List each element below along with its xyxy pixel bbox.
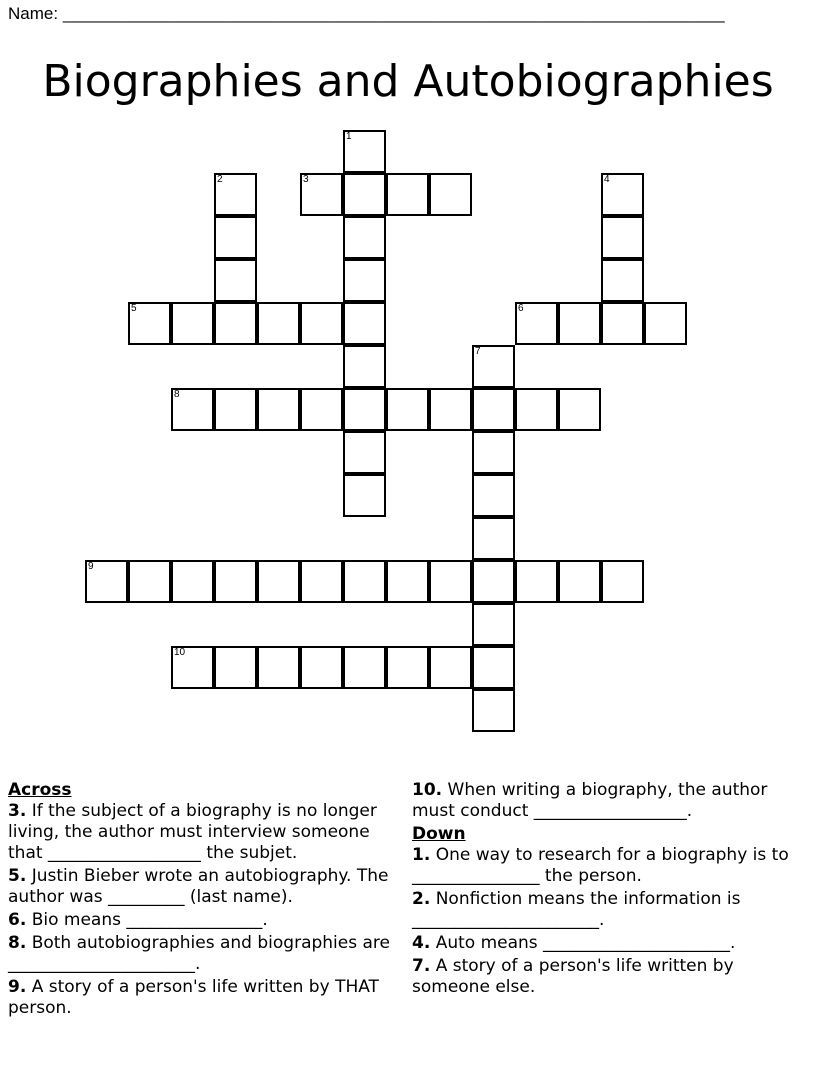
crossword-cell[interactable] (472, 560, 515, 603)
clue-number: 10. (412, 780, 443, 800)
crossword-cell[interactable] (343, 431, 386, 474)
crossword-cell[interactable] (386, 388, 429, 431)
clue-number: 4. (412, 933, 431, 953)
crossword-cell[interactable] (472, 431, 515, 474)
crossword-cell[interactable] (171, 388, 214, 431)
crossword-cell[interactable] (601, 173, 644, 216)
clue-text: One way to research for a biography is to _______________ the person. (412, 845, 789, 886)
crossword-cell[interactable] (558, 302, 601, 345)
clue-text: If the subject of a biography is no longer living, the author must interview someone that __________________ the subjet. (8, 801, 377, 863)
crossword-cell[interactable] (429, 388, 472, 431)
clue-number: 2. (412, 889, 431, 909)
crossword-cell[interactable] (343, 345, 386, 388)
clues-left-column (8, 780, 403, 1021)
crossword-cell[interactable] (171, 646, 214, 689)
crossword-cell[interactable] (171, 302, 214, 345)
clue-number: 5. (8, 866, 27, 886)
cell-number: 3 (303, 174, 309, 185)
crossword-cell[interactable] (343, 130, 386, 173)
cell-number: 4 (604, 174, 610, 185)
across-clue-3 (8, 801, 403, 864)
page-title: Biographies and Autobiographies (42, 56, 774, 107)
clue-text: Auto means ______________________. (435, 933, 736, 953)
crossword-cell[interactable] (128, 302, 171, 345)
crossword-cell[interactable] (472, 646, 515, 689)
clue-number: 6. (8, 910, 27, 930)
crossword-cell[interactable] (515, 388, 558, 431)
crossword-cell[interactable] (343, 646, 386, 689)
crossword-cell[interactable] (472, 603, 515, 646)
name-label: Name: (8, 4, 59, 23)
crossword-cell[interactable] (300, 173, 343, 216)
crossword-cell[interactable] (300, 560, 343, 603)
across-clue-8 (8, 933, 403, 975)
crossword-cell[interactable] (257, 302, 300, 345)
across-heading: Across (8, 780, 72, 800)
across-clue-9 (8, 977, 403, 1019)
clue-number: 1. (412, 845, 431, 865)
cell-number: 6 (518, 303, 524, 314)
clue-number: 8. (8, 933, 27, 953)
down-clue-4 (412, 933, 812, 954)
crossword-cell[interactable] (429, 173, 472, 216)
cell-number: 2 (217, 174, 223, 185)
crossword-cell[interactable] (644, 302, 687, 345)
crossword-cell[interactable] (472, 517, 515, 560)
across-clue-5 (8, 866, 403, 908)
across-clue-6 (8, 910, 403, 931)
cell-number: 7 (475, 346, 481, 357)
crossword-cell[interactable] (343, 216, 386, 259)
crossword-cell[interactable] (472, 388, 515, 431)
down-clue-1 (412, 845, 812, 887)
crossword-cell[interactable] (257, 388, 300, 431)
crossword-cell[interactable] (472, 689, 515, 732)
crossword-cell[interactable] (343, 560, 386, 603)
down-clue-7 (412, 956, 812, 998)
cell-number: 1 (346, 131, 352, 142)
crossword-cell[interactable] (429, 560, 472, 603)
clue-text: A story of a person's life written by THAT person. (8, 977, 379, 1018)
crossword-cell[interactable] (343, 388, 386, 431)
crossword-cell[interactable] (214, 560, 257, 603)
across-clue-10 (412, 780, 812, 822)
crossword-cell[interactable] (515, 560, 558, 603)
crossword-cell[interactable] (343, 173, 386, 216)
clue-text: Bio means ________________. (31, 910, 268, 930)
clue-text: When writing a biography, the author must conduct __________________. (412, 780, 768, 821)
crossword-cell[interactable] (472, 345, 515, 388)
crossword-cell[interactable] (343, 474, 386, 517)
clue-text: Justin Bieber wrote an autobiography. The author was _________ (last name). (8, 866, 389, 907)
crossword-cell[interactable] (386, 646, 429, 689)
crossword-cell[interactable] (472, 474, 515, 517)
crossword-cell[interactable] (343, 259, 386, 302)
down-clue-2 (412, 889, 812, 931)
crossword-cell[interactable] (128, 560, 171, 603)
crossword-cell[interactable] (300, 646, 343, 689)
crossword-cell[interactable] (558, 560, 601, 603)
crossword-cell[interactable] (515, 302, 558, 345)
crossword-cell[interactable] (214, 646, 257, 689)
crossword-cell[interactable] (214, 216, 257, 259)
clue-text: Nonfiction means the information is ______________________. (412, 889, 741, 930)
crossword-cell[interactable] (343, 302, 386, 345)
crossword-cell[interactable] (558, 388, 601, 431)
crossword-cell[interactable] (386, 560, 429, 603)
clue-text: Both autobiographies and biographies are ______________________. (8, 933, 390, 974)
cell-number: 8 (174, 389, 180, 400)
cell-number: 9 (88, 561, 94, 572)
cell-number: 5 (131, 303, 137, 314)
clue-number: 9. (8, 977, 27, 997)
crossword-cell[interactable] (300, 388, 343, 431)
crossword-cell[interactable] (601, 259, 644, 302)
crossword-cell[interactable] (601, 560, 644, 603)
crossword-cell[interactable] (386, 173, 429, 216)
crossword-cell[interactable] (214, 388, 257, 431)
name-blank[interactable]: ______________________________________________________________________ (62, 4, 725, 23)
crossword-cell[interactable] (85, 560, 128, 603)
crossword-cell[interactable] (171, 560, 214, 603)
crossword-cell[interactable] (214, 259, 257, 302)
crossword-cell[interactable] (429, 646, 472, 689)
clue-number: 7. (412, 956, 431, 976)
crossword-cell[interactable] (601, 216, 644, 259)
cell-number: 10 (174, 647, 186, 658)
crossword-cell[interactable] (214, 302, 257, 345)
clue-number: 3. (8, 801, 27, 821)
down-heading: Down (412, 824, 466, 844)
clue-text: A story of a person's life written by someone else. (412, 956, 734, 997)
clues-right-column (412, 780, 812, 1000)
crossword-cell[interactable] (257, 646, 300, 689)
crossword-cell[interactable] (214, 173, 257, 216)
crossword-cell[interactable] (300, 302, 343, 345)
crossword-cell[interactable] (601, 302, 644, 345)
crossword-cell[interactable] (257, 560, 300, 603)
